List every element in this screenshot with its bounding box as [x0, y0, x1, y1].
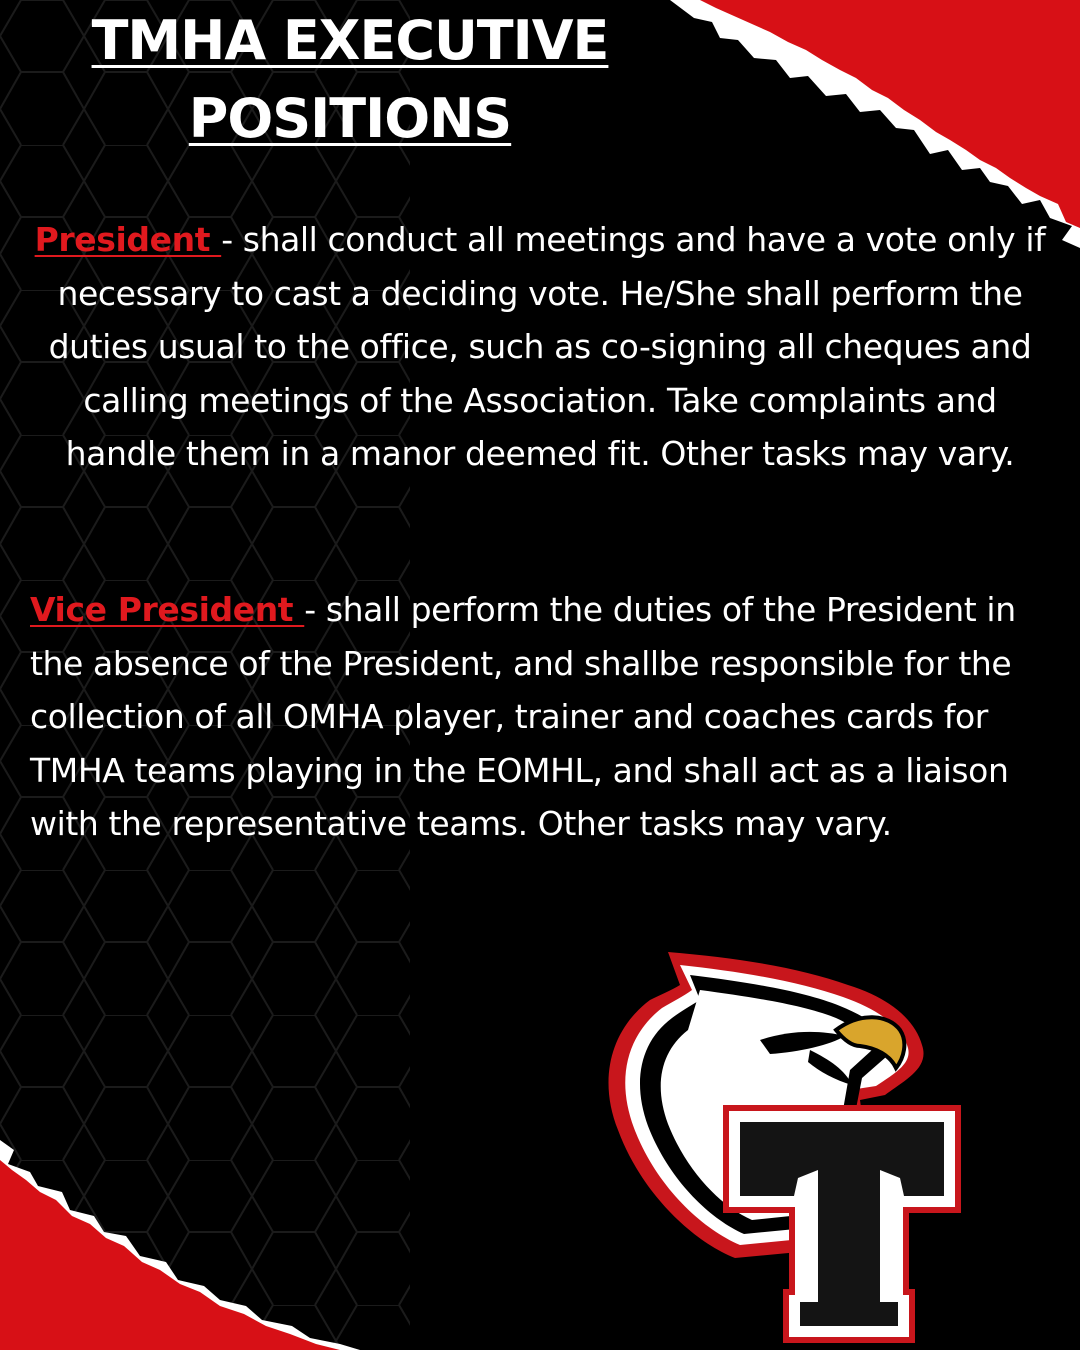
president-role-label: President: [34, 220, 222, 259]
vice-president-description: - shall perform the duties of the President in the absence of the President, and shallbe responsible for the collection of all OMHA player, trainer and coaches cards for TMHA teams playing in the EOMHL, and shall act as a liaison with the representative teams. Other tasks may vary.: [30, 590, 1016, 843]
president-description: - shall conduct all meetings and have a vote only if necessary to cast a deciding vote. He/She shall perform the duties usual to the office, such as co-signing all cheques and calling meetings of the Association. Take complaints and handle them in a manor deemed fit. Other tasks may vary.: [48, 220, 1046, 473]
page-title: TMHA EXECUTIVE POSITIONS: [91, 9, 609, 150]
vice-president-role-label: Vice President: [30, 590, 305, 629]
